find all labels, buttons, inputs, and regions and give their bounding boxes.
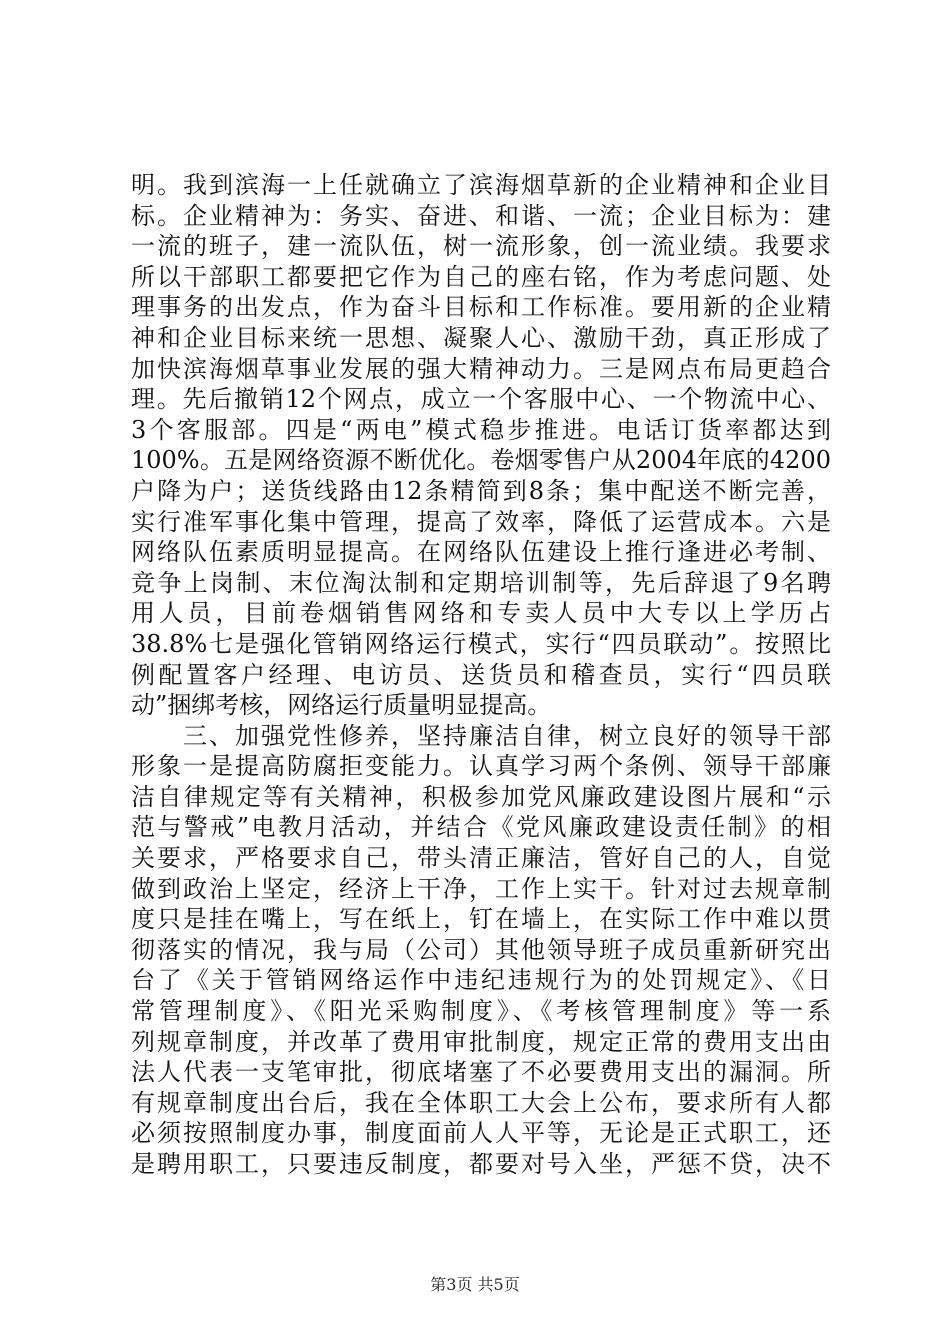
text-line: 度只是挂在嘴上，写在纸上，钉在墙上，在实际工作中难以贯 — [131, 905, 831, 934]
text-line: 列规章制度，并改革了费用审批制度，规定正常的费用支出由 — [131, 1027, 831, 1056]
text-line: 形象一是提高防腐拒变能力。认真学习两个条例、领导干部廉 — [131, 752, 831, 781]
text-line: 彻落实的情况，我与局（公司）其他领导班子成员重新研究出 — [131, 935, 831, 964]
text-line: 38.8%七是强化管销网络运行模式，实行“四员联动”。按照比 — [131, 629, 831, 658]
text-line: 关要求，严格要求自己，带头清正廉洁，管好自己的人，自觉 — [131, 844, 831, 873]
text-line: 例配置客户经理、电访员、送货员和稽查员，实行“四员联 — [131, 660, 831, 689]
text-line: 用人员，目前卷烟销售网络和专卖人员中大专以上学历占 — [131, 599, 831, 628]
text-line: 三、加强党性修养，坚持廉洁自律，树立良好的领导干部 — [131, 721, 831, 750]
text-line: 100%。五是网络资源不断优化。卷烟零售户从2004年底的4200 — [131, 446, 831, 475]
text-line: 常管理制度》、《阳光采购制度》、《考核管理制度》等一系 — [131, 997, 831, 1026]
text-line: 标。企业精神为：务实、奋进、和谐、一流；企业目标为：建 — [131, 201, 831, 230]
text-line: 法人代表一支笔审批，彻底堵塞了不必要费用支出的漏洞。所 — [131, 1058, 831, 1087]
text-line: 动”捆绑考核，网络运行质量明显提高。 — [131, 691, 552, 720]
text-line: 户降为户；送货线路由12条精简到8条；集中配送不断完善， — [131, 476, 831, 505]
text-line: 实行准军事化集中管理，提高了效率，降低了运营成本。六是 — [131, 507, 831, 536]
text-line: 神和企业目标来统一思想、凝聚人心、激励干劲，真正形成了 — [131, 323, 831, 352]
text-line: 理。先后撤销12个网点，成立一个客服中心、一个物流中心、 — [131, 385, 831, 414]
text-line: 所以干部职工都要把它作为自己的座右铭，作为考虑问题、处 — [131, 262, 831, 291]
text-line: 网络队伍素质明显提高。在网络队伍建设上推行逢进必考制、 — [131, 538, 831, 567]
text-line: 3个客服部。四是“两电”模式稳步推进。电话订货率都达到 — [131, 415, 831, 444]
text-line: 明。我到滨海一上任就确立了滨海烟草新的企业精神和企业目 — [131, 171, 831, 199]
text-line: 台了《关于管销网络运作中违纪违规行为的处罚规定》、《日 — [131, 966, 831, 995]
body-text — [131, 170, 831, 1180]
text-line: 洁自律规定等有关精神，积极参加党风廉政建设图片展和“示 — [131, 782, 831, 811]
text-line: 一流的班子，建一流队伍，树一流形象，创一流业绩。我要求 — [131, 232, 831, 261]
text-line: 有规章制度出台后，我在全体职工大会上公布，要求所有人都 — [131, 1088, 831, 1117]
text-line: 范与警戒”电教月活动，并结合《党风廉政建设责任制》的相 — [131, 813, 831, 842]
text-line: 必须按照制度办事，制度面前人人平等，无论是正式职工，还 — [131, 1119, 831, 1148]
text-line: 是聘用职工，只要违反制度，都要对号入坐，严惩不贷，决不 — [131, 1150, 831, 1178]
page-footer: 第3页 共5页 — [430, 1275, 520, 1294]
text-line: 理事务的出发点，作为奋斗目标和工作标准。要用新的企业精 — [131, 293, 831, 322]
text-line: 加快滨海烟草事业发展的强大精神动力。三是网点布局更趋合 — [131, 354, 831, 383]
text-line: 竞争上岗制、末位淘汰制和定期培训制等，先后辞退了9名聘 — [131, 568, 831, 597]
text-line: 做到政治上坚定，经济上干净，工作上实干。针对过去规章制 — [131, 874, 831, 903]
